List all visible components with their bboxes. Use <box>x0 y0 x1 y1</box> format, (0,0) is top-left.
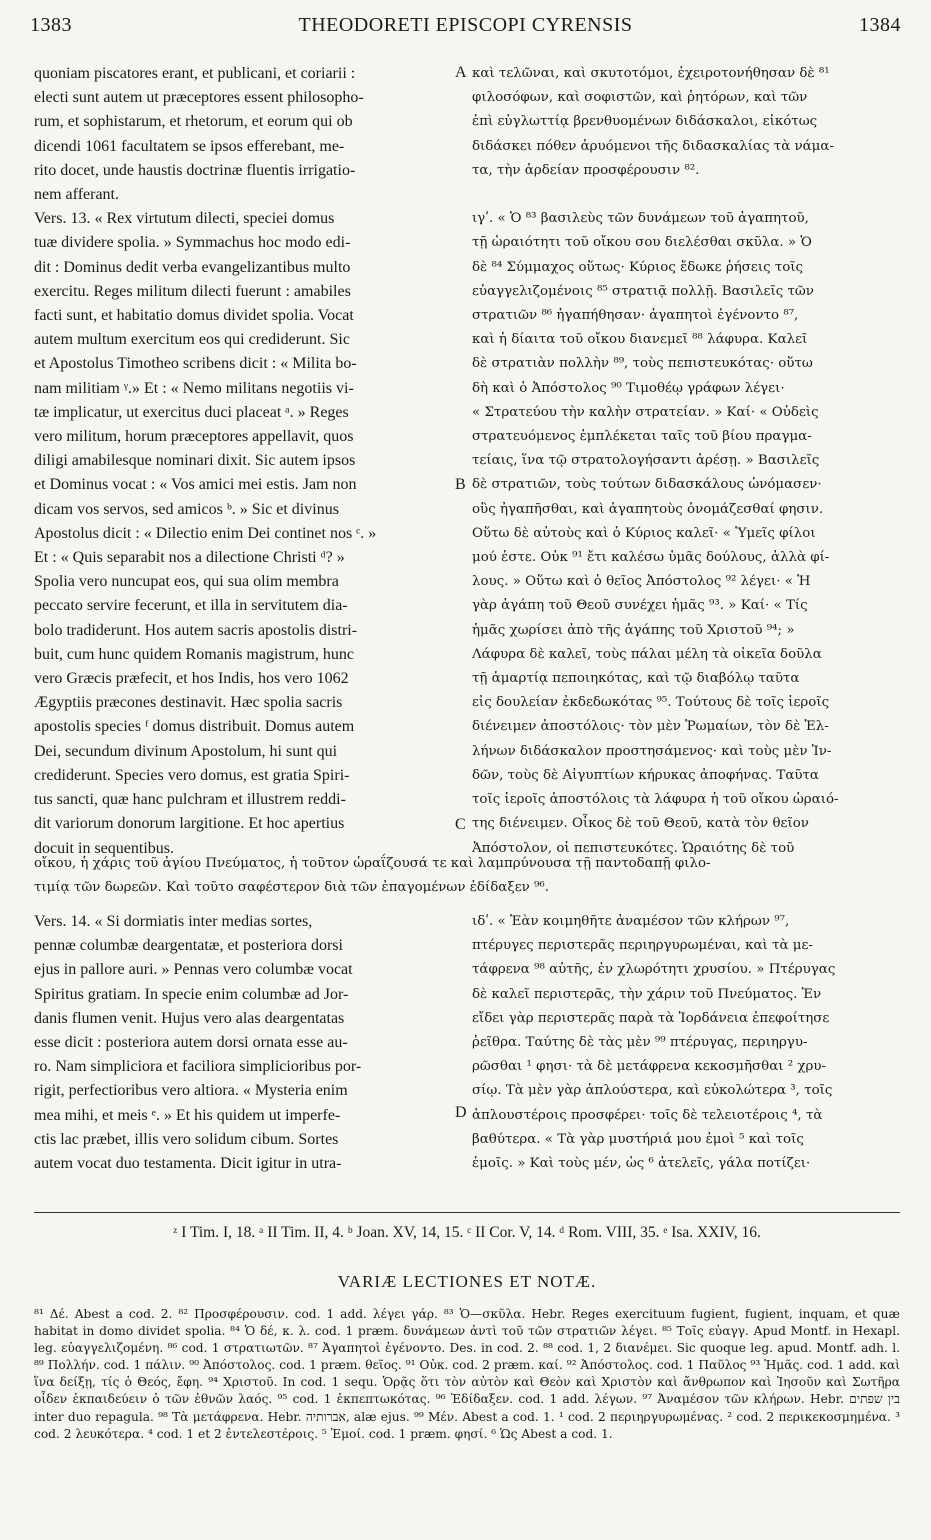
page-number-right: 1384 <box>859 14 901 36</box>
scripture-references: ᶻ I Tim. I, 18. ᵃ II Tim. II, 4. ᵇ Joan. XV, 14, 15. ᶜ II Cor. V, 14. ᵈ Rom. VIII, 35. ᵉ Isa. XXIV, 16. <box>173 1224 761 1241</box>
running-title: THEODORETI EPISCOPI CYRENSIS <box>298 14 633 36</box>
latin-column-2: Vers. 14. « Si dormiatis inter medias sortes, pennæ columbæ deargentatæ, et posteriora dorsi ejus in pallore auri. » Pennas vero columbæ vocat Spiritus gratiam. In specie enim columbæ ad Jor- danis flumen venit. Hujus vero alas deargentatas esse dicit : posteriora autem dorsi ornata esse au- ro. Nam simpliciora et faciliora simplicioribus por- rigit, perfectioribus vero altiora. « Mysteria enim mea mihi, et meis ᵉ. » Et his quidem ut imperfe- ctis lac præbet, illis vero solidum cibum. Sortes autem vocat duo testamenta. Dicit igitur in utra- <box>34 913 362 1173</box>
margin-mark-a: A <box>455 64 467 81</box>
running-header <box>30 6 901 46</box>
section-verse-13 <box>34 62 900 857</box>
notes-heading: VARIÆ LECTIONES ET NOTÆ. <box>337 1272 597 1291</box>
margin-mark-d: D <box>455 1104 467 1121</box>
section-verse-13-continuation <box>34 852 900 904</box>
margin-mark-c: C <box>455 816 466 833</box>
page-number-left: 1383 <box>30 14 72 36</box>
greek-column-1: καὶ τελῶναι, καὶ σκυτοτόμοι, ἐχειροτονήθησαν δὲ ⁸¹ φιλοσόφων, καὶ σοφιστῶν, καὶ ῥητόρων, καὶ τῶν ἐπὶ εὐγλωττίᾳ βρενθυομένων διδάσκαλοι, εἰκότως διδάσκει πόθεν ἀρυόμενοι τῆς διδασκαλίας τὰ νάμα- τα, τὴν ἀρδείαν προσφέρουσιν ⁸². ιγʹ. « Ὁ ⁸³ βασιλεὺς τῶν δυνάμεων τοῦ ἀγαπητοῦ, τῇ ὡραιότητι τοῦ οἴκου σου διελέσθαι σκῦλα. » Ὁ δὲ ⁸⁴ Σύμμαχος οὕτως· Κύριος ἔδωκε ῥήσεις τοῖς εὐαγγελιζομένοις ⁸⁵ στρατιᾷ πολλῇ. Βασιλεῖς τῶν στρατιῶν ⁸⁶ ἠγαπήθησαν· ἀγαπητοὶ ἐγένοντο ⁸⁷, καὶ ἡ δίαιτα τοῦ οἴκου διανεμεῖ ⁸⁸ λάφυρα. Καλεῖ δὲ στρατιὰν πολλὴν ⁸⁹, τοὺς πεπιστευκότας· οὕτω δὴ καὶ ὁ Ἀπόστολος ⁹⁰ Τιμοθέῳ γράφων λέγει· « Στρατεύου τὴν καλὴν στρατείαν. » Καί· « Οὐδεὶς στρατευόμενος ἐμπλέκεται ταῖς τοῦ βίου πραγμα- τείαις, ἵνα τῷ στρατολογήσαντι ἀρέσῃ. » Βασιλεῖς δὲ στρατιῶν, τοὺς τούτων διδασκάλους ὠνόμασεν· οὓς ἠγαπῆσθαι, καὶ ἀγαπητοὺς ὀνομάζεσθαί φησιν. Οὕτω δὲ αὐτοὺς καὶ ὁ Κύριος καλεῖ· « Ὑμεῖς φίλοι μού ἐστε. Οὐκ ⁹¹ ἔτι καλέσω ὑμᾶς δούλους, ἀλλὰ φί- λους. » Οὕτω καὶ ὁ θεῖος Ἀπόστολος ⁹² λέγει· « Ἡ γὰρ ἀγάπη τοῦ Θεοῦ συνέχει ἡμᾶς ⁹³. » Καί· « Τίς ἡμᾶς χωρίσει ἀπὸ τῆς ἀγάπης τοῦ Χριστοῦ ⁹⁴; » Λάφυρα δὲ καλεῖ, τοὺς πάλαι μέλη τὰ οἰκεῖα δοῦλα τῇ ἁμαρτίᾳ πεποιηκότας, καὶ τῷ διαβόλῳ ταῦτα εἰς δουλείαν ἐκδεδωκότας ⁹⁵. Τούτους δὲ τοῖς ἱεροῖς διένειμεν ἀποστόλοις· τὸν μὲν Ῥωμαίων, τὸν δὲ Ἑλ- λήνων διδάσκαλον προστησάμενος· καὶ τοὺς μὲν Ἰν- δῶν, τοὺς δὲ Αἰγυπτίων κήρυκας ἀποφήνας. Ταῦτα τοῖς ἱεροῖς ἀποστόλοις τὰ λάφυρα ἡ τοῦ οἴκου ὡραιό- της διένειμεν. Οἶκος δὲ τοῦ Θεοῦ, κατὰ τὸν θεῖον Ἀπόστολον, οἱ πεπιστευκότες. Ὡραιότης δὲ τοῦ <box>472 66 839 856</box>
footnote-rule <box>34 1212 900 1213</box>
margin-mark-b: B <box>455 476 466 493</box>
latin-column-1: quoniam piscatores erant, et publicani, et coriarii : electi sunt autem ut præceptores essent philosopho- rum, et sophistarum, et rhetorum, et eorum qui ob dicendi 1061 facultatem se ipsos efferebant, me- rito docet, unde haustis doctrinæ fluentis irrigatio- nem afferant. Vers. 13. « Rex virtutum dilecti, speciei domus tuæ dividere spolia. » Symmachus hoc modo edi- dit : Dominus dedit verba evangelizantibus multo exercitu. Reges militum dilecti fuerunt : amabiles facti sunt, et habitatio domus dividet spolia. Vocat autem multum exercitum eos qui crediderunt. Sic et Apostolus Timotheo scribens dicit : « Milita bo- nam militiam ᵞ.» Et : « Nemo militans negotiis vi- tæ implicatur, ut exercitus duci placeat ᵃ. » Reges vero militum, horum præceptores appellavit, quos diligi amabilesque nominari dixit. Sic autem ipsos et Dominus vocat : « Vos amici mei estis. Jam non dicam vos servos, sed amicos ᵇ. » Sic et divinus Apostolus dicit : « Dilectio enim Dei continet nos ᶜ. » Et : « Quis separabit nos a dilectione Christi ᵈ? » Spolia vero nuncupat eos, qui sua olim membra peccato servire fecerunt, et illa in servitutem dia- bolo tradiderunt. Hos autem sacris apostolis distri- buit, cum hunc quidem Romanis magistrum, hunc vero Græcis præfecit, et hos Indis, hos vero 1062 Ægyptiis præcones destinavit. Hæc spolia sacris apostolis species ᶠ domus distribuit. Domus autem Dei, secundum divinum Apostolum, hi sunt qui crediderunt. Species vero domus, est gratia Spiri- tus sancti, quæ hanc pulchram et illustrem reddi- dit variorum donorum largitione. Et hoc apertius docuit in sequentibus. <box>34 65 377 857</box>
greek-column-2: ιδʹ. « Ἐὰν κοιμηθῆτε ἀναμέσον τῶν κλήρων ⁹⁷, πτέρυγες περιστερᾶς περιηργυρωμέναι, καὶ τὰ με- τάφρενα ⁹⁸ αὐτῆς, ἐν χλωρότητι χρυσίου. » Πτέρυγας δὲ καλεῖ περιστερᾶς, τὴν χάριν τοῦ Πνεύματος. Ἐν εἴδει γὰρ περιστερᾶς παρὰ τὰ Ἰορδάνεια ἐπεφοίτησε ῥεῖθρα. Ταύτης δὲ τὰς μὲν ⁹⁹ πτέρυγας, περιηργυ- ρῶσθαι ¹ φησι· τὰ δὲ μετάφρενα κεκοσμῆσθαι ² χρυ- σίῳ. Τὰ μὲν γὰρ ἁπλούστερα, καὶ εὐκολώτερα ³, τοῖς ἁπλουστέροις προσφέρει· τοῖς δὲ τελειοτέροις ⁴, τὰ βαθύτερα. « Τὰ γὰρ μυστήριά μου ἐμοὶ ⁵ καὶ τοῖς ἐμοῖς. » Καὶ τοὺς μέν, ὡς ⁶ ἀτελεῖς, γάλα ποτίζει· <box>472 914 836 1172</box>
section-verse-14 <box>34 910 900 1190</box>
greek-full-width-text: οἴκου, ἡ χάρις τοῦ ἁγίου Πνεύματος, ἡ τοῦτον ὡραΐζουσά τε καὶ λαμπρύνουσα τῇ παντοδαπῇ φιλο- τιμίᾳ τῶν δωρεῶν. Καὶ τοῦτο σαφέστερον διὰ τῶν ἐπαγομένων ἐδίδαξεν ⁹⁶. <box>34 856 711 896</box>
variant-readings-notes: ⁸¹ Δέ. Abest a cod. 2. ⁸² Προσφέρουσιν. cod. 1 add. λέγει γάρ. ⁸³ Ὁ—σκῦλα. Hebr. Reges exercituum fugient, fugient, inquam, et quæ habitat in domo dividet spolia. ⁸⁴ Ὁ δέ, κ. λ. cod. 1 præm. δυνάμεων ἀντὶ τοῦ τῶν στρατιῶν λέγει. ⁸⁵ Τοῖς εὐαγγ. Apud Montf. in Hexapl. leg. εὐαγγελιζομένη. ⁸⁶ cod. 1 στρατιωτῶν. ⁸⁷ Ἀγαπητοὶ ἐγένοντο. Des. in cod. 2. ⁸⁸ cod. 1, 2 διανέμει. Sic quoque leg. apud. Montf. adh. l. ⁸⁹ Πολλήν. cod. 1 πάλιν. ⁹⁰ Ἀπόστολος. cod. 1 præm. θεῖος. ⁹¹ Οὐκ. cod. 2 præm. καί. ⁹² Ἀπόστολος. cod. 1 Παῦλος ⁹³ Ἡμᾶς. cod. 1 add. καὶ ἵνα δείξῃ, τίς ὁ Θεός, ἔφη. ⁹⁴ Χριστοῦ. In cod. 1 sequ. Ὁρᾷς ὅτι τὸν αὐτὸν καὶ Θεὸν καὶ Χριστὸν καὶ ἄνθρωπον καὶ Ἰησοῦν καὶ Σωτῆρα οἶδεν ἐκπαιδεύειν ὁ τῶν ἐθνῶν λαός. ⁹⁵ cod. 1 ἐκπεπτωκότας. ⁹⁶ Ἐδίδαξεν. cod. 1 add. λέγων. ⁹⁷ Ἀναμέσον τῶν κλήρων. Hebr. בין שפתים inter duo repagula. ⁹⁸ Τὰ μετάφρενα. Hebr. אברותיה, alæ ejus. ⁹⁹ Μέν. Abest a cod. 1. ¹ cod. 2 περιηργυρωμένας. ² cod. 2 περικεκοσμημένα. ³ cod. 2 λευκότερα. ⁴ cod. 1 et 2 ἐντελεστέροις. ⁵ Ἐμοί. cod. 1 præm. φησί. ⁶ Ὡς Abest a cod. 1. <box>34 1307 900 1441</box>
